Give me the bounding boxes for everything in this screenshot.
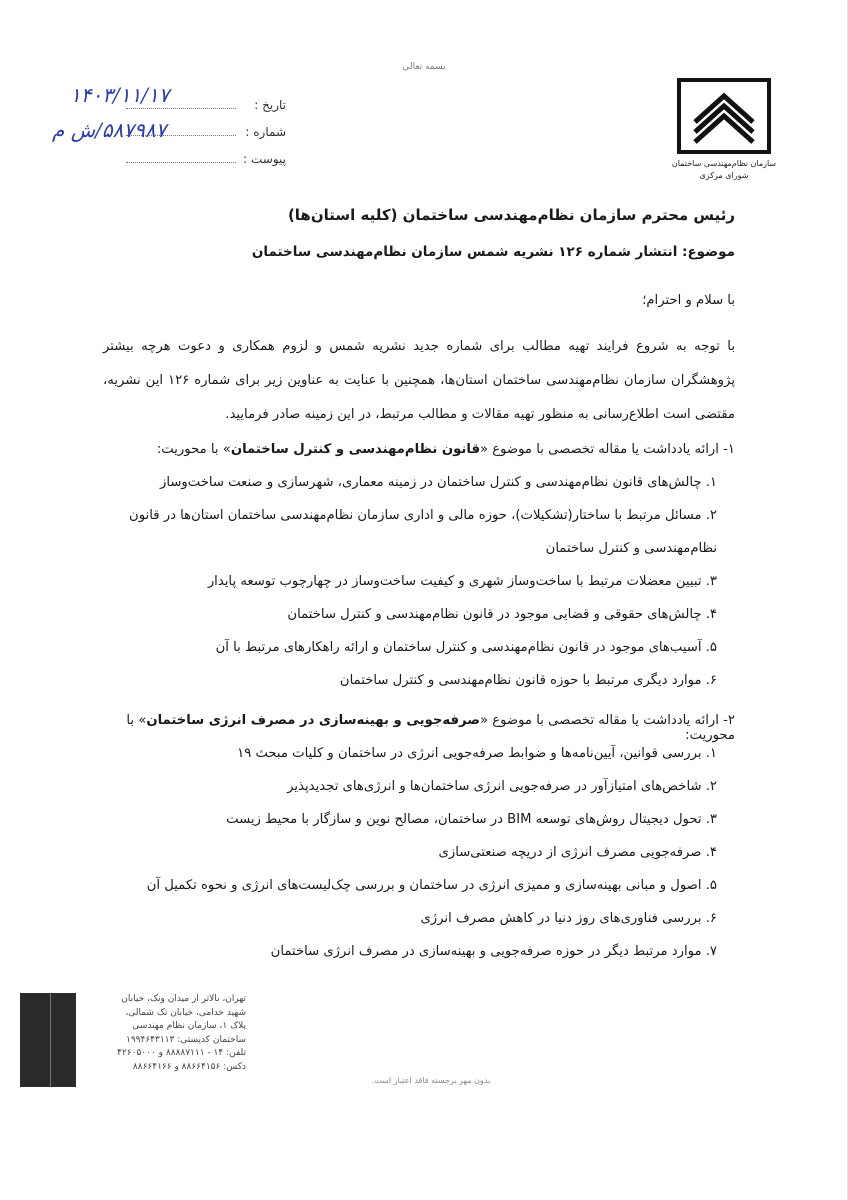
handwritten-number: ۵۸۷۹۸۷/ش م	[52, 118, 167, 142]
date-label: تاریخ :	[254, 98, 286, 112]
intro-paragraph: با توجه به شروع فرایند تهیه مطالب برای شماره جدید نشریه شمس و لزوم همکاری و دعوت هرچه بیشتر پژوهشگران سازمان نظام‌مهندسی ساختمان استان‌ها، همچنین با عنایت به عناوین زیر برای شماره ۱۲۶ این نشریه، مقتضی است اطلاع‌رسانی به منظور تهیه مقالات و مطالب مرتبط، در این زمینه صادر فرمایید.	[103, 339, 735, 422]
list-item: ۳. تبیین معضلات مرتبط با ساخت‌وساز شهری و کیفیت ساخت‌وساز در چهارچوب توسعه پایدار	[207, 574, 717, 589]
section-title-topic: قانون نظام‌مهندسی و کنترل ساختمان	[230, 442, 480, 457]
address-line: تهران، بالاتر از میدان ونک، خیابان	[121, 994, 246, 1004]
section-title-prefix: ۲- ارائه یادداشت یا مقاله تخصصی با موضوع «	[479, 713, 735, 728]
list-item: ۶. موارد دیگری مرتبط با حوزه قانون نظام‌مهندسی و کنترل ساختمان	[339, 673, 717, 688]
address-line: تلفن: ۱۴ - ۸۸۸۸۷۱۱۱ و ۴۲۶۰۵۰۰۰	[117, 1048, 246, 1058]
handwritten-date: ۱۴۰۳/۱۱/۱۷	[70, 83, 170, 107]
attachment-field	[126, 146, 236, 163]
logo-caption-line: سازمان نظام‌مهندسی ساختمان	[671, 159, 777, 168]
footer-address	[86, 993, 246, 1074]
list-item: ۴. صرفه‌جویی مصرف انرژی از دریچه صنعتی‌سازی	[438, 845, 717, 860]
list-item: ۵. اصول و مبانی بهینه‌سازی و ممیزی انرژی در ساختمان و بررسی چک‌لیست‌های انرژی و نحوه تکمیل آن	[146, 878, 717, 893]
bismillah-heading: بسمه تعالی	[402, 62, 446, 72]
list-item: ۴. چالش‌های حقوقی و قضایی موجود در قانون نظام‌مهندسی و کنترل ساختمان	[287, 607, 717, 622]
list-item: ۱. بررسی قوانین، آیین‌نامه‌ها و ضوابط صرفه‌جویی انرژی در ساختمان و کلیات مبحث ۱۹	[237, 746, 717, 761]
list-item: ۱. چالش‌های قانون نظام‌مهندسی و کنترل ساختمان در زمینه معماری، شهرسازی و صنعت ساخت‌وساز	[159, 475, 717, 490]
logo-caption	[671, 158, 777, 182]
address-line: دکس: ۸۸۶۶۴۱۵۶ و ۸۸۶۶۴۱۶۶	[132, 1061, 246, 1072]
section-title-suffix: » با محوریت:	[126, 713, 735, 743]
list-item: ۵. آسیب‌های موجود در قانون نظام‌مهندسی و کنترل ساختمان و ارائه راهکارهای مرتبط با آن	[215, 640, 717, 655]
section-title-topic: صرفه‌جویی و بهینه‌سازی در مصرف انرژی ساختمان	[146, 713, 480, 728]
greeting: با سلام و احترام؛	[642, 293, 735, 308]
address-line: ساختمان کدپستی: ۱۹۹۴۶۴۳۱۱۳	[126, 1034, 246, 1045]
number-label: شماره :	[245, 125, 286, 139]
recipient-line: رئیس محترم سازمان نظام‌مهندسی ساختمان (کلیه استان‌ها)	[287, 206, 735, 224]
subject-label: موضوع:	[682, 244, 735, 260]
footer-validity-note: بدون مهر برجسته فاقد اعتبار است.	[371, 1076, 491, 1085]
list-item: ۲. مسائل مرتبط با ساختار(تشکیلات)، حوزه مالی و اداری سازمان نظام‌مهندسی ساختمان استان‌ها در قانون نظام‌مهندسی و کنترل ساختمان	[129, 508, 717, 556]
logo-caption-line: شورای مرکزی	[699, 171, 749, 180]
attachment-row	[126, 146, 286, 173]
address-line: پلاک ۱، سازمان نظام مهندسی	[132, 1021, 246, 1031]
subject-line	[103, 244, 735, 260]
section-title-suffix: » با محوریت:	[156, 442, 231, 457]
address-line: شهید خدامی، خیابان تک شمالی،	[125, 1007, 246, 1018]
section-1-title	[103, 442, 735, 457]
list-item: ۳. تحول دیجیتال روش‌های توسعه BIM در ساختمان، مصالح نوین و سازگار با محیط زیست	[226, 812, 717, 827]
list-item: ۶. بررسی فناوری‌های روز دنیا در کاهش مصرف انرژی	[420, 911, 717, 926]
section-title-prefix: ۱- ارائه یادداشت یا مقاله تخصصی با موضوع «	[479, 442, 735, 457]
section-2-list	[107, 737, 717, 968]
subject-text: انتشار شماره ۱۲۶ نشریه شمس سازمان نظام‌مهندسی ساختمان	[251, 244, 678, 260]
section-1-list	[107, 466, 717, 697]
list-item: ۷. موارد مرتبط دیگر در حوزه صرفه‌جویی و بهینه‌سازی در مصرف انرژی ساختمان	[270, 944, 717, 959]
footer-texture-image	[20, 993, 76, 1087]
attachment-label: پیوست :	[243, 152, 286, 166]
list-item: ۲. شاخص‌های امتیازآور در صرفه‌جویی انرژی ساختمان‌ها و انرژی‌های تجدیدپذیر	[287, 779, 717, 794]
